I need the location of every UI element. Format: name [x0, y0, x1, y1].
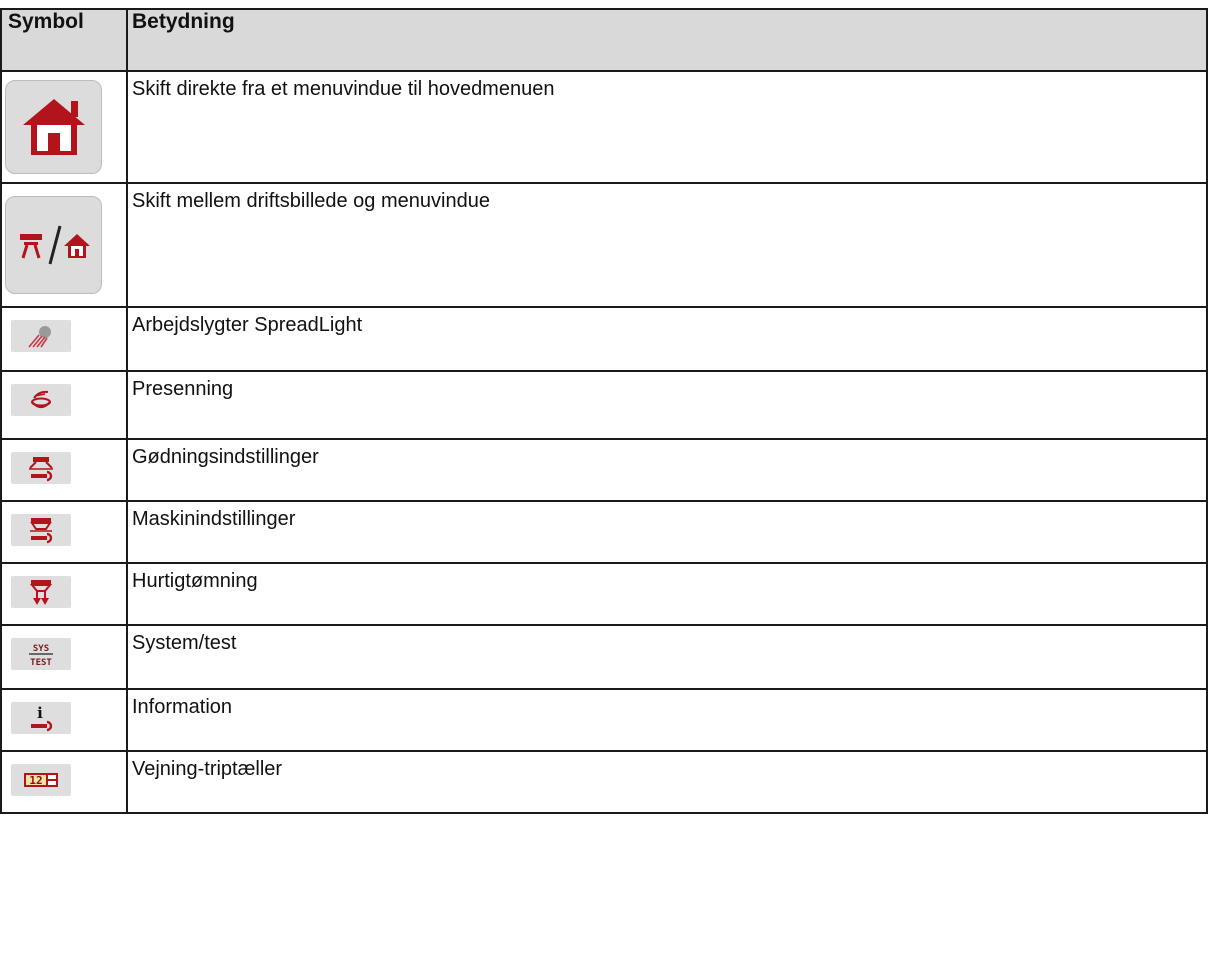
weigh-trip-counter-icon — [11, 764, 71, 796]
home-icon — [5, 80, 102, 174]
table-row — [1, 689, 1207, 751]
operation-menu-toggle-icon — [5, 196, 102, 294]
meaning-cell: Skift direkte fra et menuvindue til hovedmenuen — [127, 71, 1207, 183]
meaning-cell: Gødningsindstillinger — [127, 439, 1207, 501]
machine-settings-icon — [11, 514, 71, 546]
meaning-cell: Information — [127, 689, 1207, 751]
symbol-legend-table — [0, 8, 1208, 814]
test-icon-text: TEST — [30, 658, 52, 668]
meaning-column-header: Betydning — [127, 9, 1207, 71]
table-row — [1, 371, 1207, 439]
table-row — [1, 183, 1207, 307]
symbol-cell — [1, 439, 127, 501]
sys-icon-text: SYS — [32, 644, 50, 654]
counter-digits: 12 — [29, 774, 43, 787]
meaning-cell: Vejning-triptæller — [127, 751, 1207, 813]
meaning-cell: Hurtigtømning — [127, 563, 1207, 625]
symbol-cell — [1, 183, 127, 307]
table-row — [1, 625, 1207, 689]
table-row — [1, 751, 1207, 813]
table-row — [1, 501, 1207, 563]
symbol-cell — [1, 625, 127, 689]
table-row — [1, 71, 1207, 183]
meaning-cell: System/test — [127, 625, 1207, 689]
table-row — [1, 563, 1207, 625]
meaning-cell: Arbejdslygter SpreadLight — [127, 307, 1207, 371]
symbol-cell — [1, 751, 127, 813]
meaning-cell: Skift mellem driftsbillede og menuvindue — [127, 183, 1207, 307]
tarpaulin-icon — [11, 384, 71, 416]
table-row — [1, 307, 1207, 371]
meaning-cell: Maskinindstillinger — [127, 501, 1207, 563]
spreadlight-icon — [11, 320, 71, 352]
table-header-row — [1, 9, 1207, 71]
symbol-cell — [1, 501, 127, 563]
meaning-cell: Presenning — [127, 371, 1207, 439]
quick-empty-icon — [11, 576, 71, 608]
symbol-cell — [1, 371, 127, 439]
symbol-column-header: Symbol — [1, 9, 127, 71]
symbol-cell — [1, 689, 127, 751]
info-letter: i — [37, 704, 43, 722]
information-icon — [11, 702, 71, 734]
system-test-icon — [11, 638, 71, 670]
symbol-cell — [1, 307, 127, 371]
symbol-cell — [1, 71, 127, 183]
fertilizer-settings-icon — [11, 452, 71, 484]
symbol-cell — [1, 563, 127, 625]
table-row — [1, 439, 1207, 501]
